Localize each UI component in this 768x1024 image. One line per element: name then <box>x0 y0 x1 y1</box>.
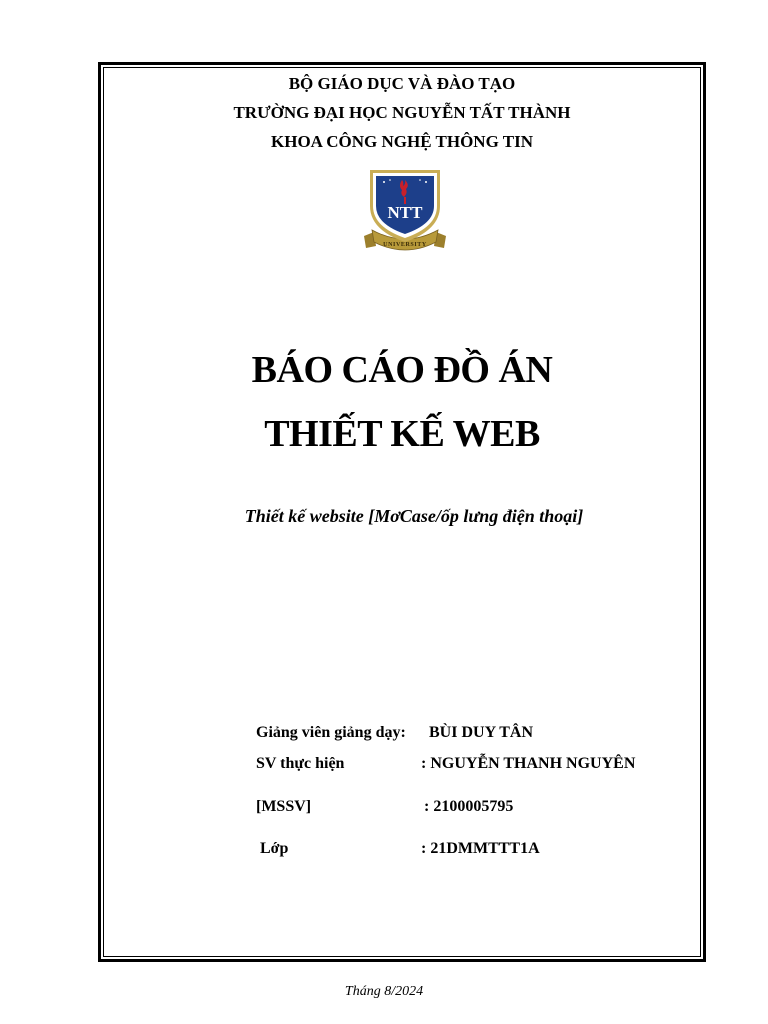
class-value: : 21DMMTTT1A <box>421 840 540 857</box>
student-id-label: [MSSV] <box>256 798 312 815</box>
report-title-line2: THIẾT KẾ WEB <box>264 413 540 455</box>
ministry-heading: BỘ GIÁO DỤC VÀ ĐÀO TẠO <box>288 74 516 93</box>
lecturer-label: Giảng viên giảng dạy: <box>256 724 406 741</box>
student-id-value: : 2100005795 <box>424 798 514 815</box>
logo-ribbon-text: UNIVERSITY <box>383 242 427 248</box>
report-title-line1: BÁO CÁO ĐỒ ÁN <box>251 349 553 391</box>
faculty-heading: KHOA CÔNG NGHỆ THÔNG TIN <box>271 132 533 151</box>
university-heading: TRƯỜNG ĐẠI HỌC NGUYỄN TẤT THÀNH <box>233 103 571 122</box>
project-subtitle: Thiết kế website [MơCase/ốp lưng điện thoại] <box>244 506 584 526</box>
page-border <box>98 62 706 962</box>
class-label: Lớp <box>260 840 289 857</box>
student-value: : NGUYỄN THANH NGUYÊN <box>421 755 636 772</box>
student-label: SV thực hiện <box>256 755 345 772</box>
report-date: Tháng 8/2024 <box>344 984 424 999</box>
university-logo-icon <box>362 166 448 254</box>
page-border-inner <box>103 67 701 957</box>
logo-initials: NTT <box>387 203 423 222</box>
lecturer-value: BÙI DUY TÂN <box>429 724 534 741</box>
